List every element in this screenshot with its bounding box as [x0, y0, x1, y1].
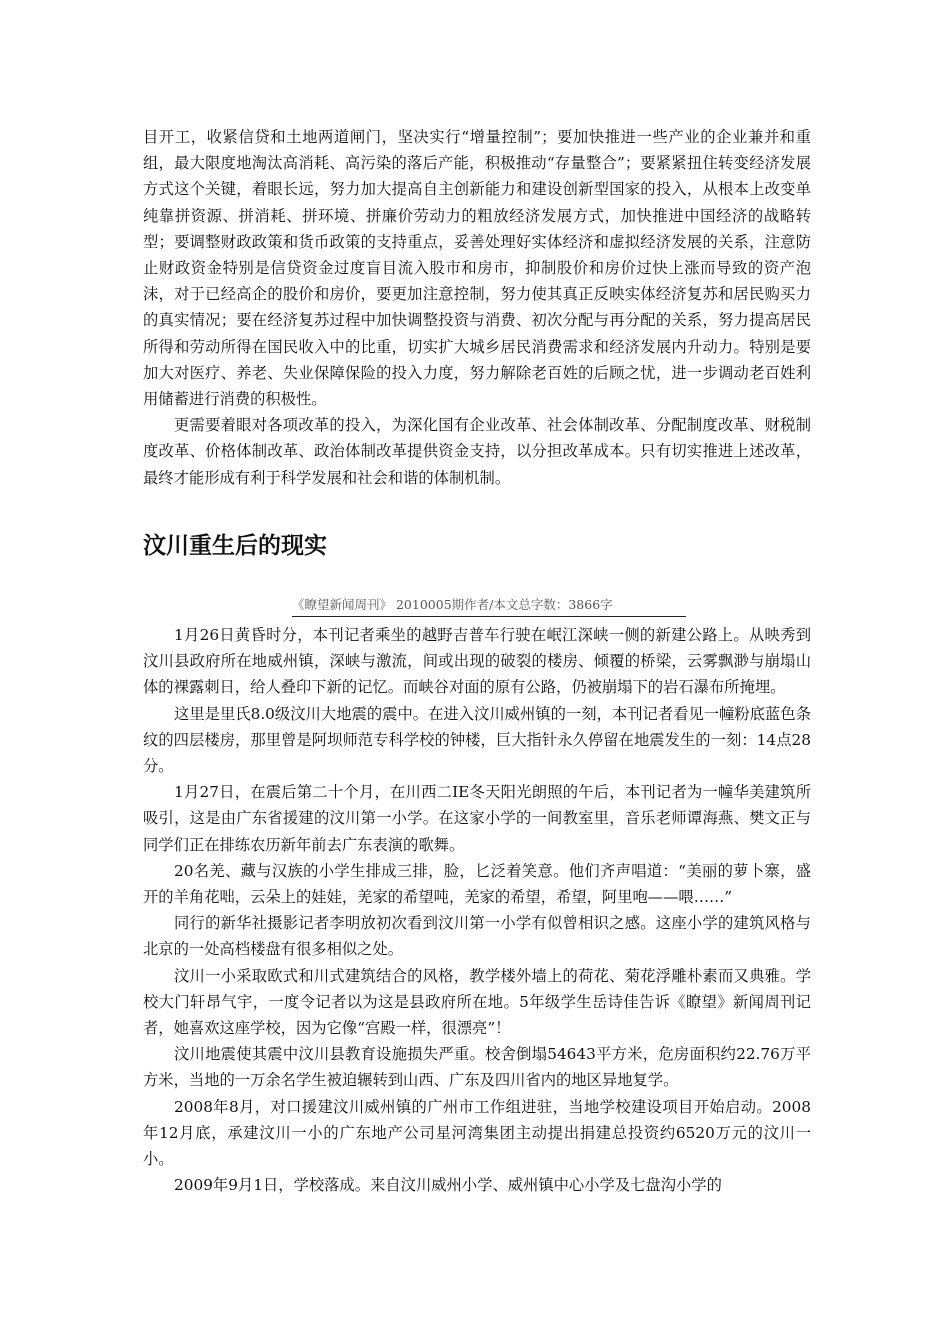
body-paragraph: 2009年9月1日，学校落成。来自汶川威州小学、威州镇中心小学及七盘沟小学的	[174, 1176, 722, 1195]
article-byline: 《瞭望新闻周刊》 2010005期作者/本文总字数：3866字	[292, 596, 686, 617]
body-paragraph: 汶川一小采取欧式和川式建筑结合的风格，教学楼外墙上的荷花、菊花浮雕朴素而又典雅。学校大门轩昂气宇，一度令记者以为这是县政府所在地。5年级学生岳诗佳告诉《瞭望》新闻周刊记者，她喜欢这座学校，因为它像“宫殿一样，很漂亮”！	[143, 966, 811, 1038]
body-paragraph: 更需要着眼对各项改革的投入，为深化国有企业改革、社会体制改革、分配制度改革、财税制度改革、价格体制改革、政治体制改革提供资金支持，以分担改革成本。只有切实推进上述改革，最终才能形成有利于科学发展和社会和谐的体制机制。	[143, 416, 811, 487]
body-paragraph: 20名羌、藏与汉族的小学生排成三排，脸，匕泛着笑意。他们齐声唱道：“美丽的萝卜寨，盛开的羊角花咄，云朵上的娃娃，羌家的希望吨，羌家的希望，希望，阿里咆——喂……”	[143, 861, 811, 907]
body-paragraph: 同行的新华社摄影记者李明放初次看到汶川第一小学有似曾相识之感。这座小学的建筑风格与北京的一处高档楼盘有很多相似之处。	[143, 914, 811, 959]
article-body	[143, 622, 811, 1198]
body-paragraph: 这里是里氏8.0级汶川大地震的震中。在进入汶川威州镇的一刻，本刊记者看见一幢粉底蓝色条纹的四层楼房，那里曾是阿坝师范专科学校的钟楼，巨大指针永久停留在地震发生的一刻：14点28分。	[143, 704, 811, 776]
body-paragraph: 1月26日黄昏时分，本刊记者乘坐的越野吉普车行驶在岷江深峡一侧的新建公路上。从映秀到汶川县政府所在地威州镇，深峡与激流，间或出现的破裂的楼房、倾覆的桥梁，云雾飘渺与崩塌山体的裸露刺日，给人叠印下新的记忆。而峡谷对面的原有公路，仍被崩塌下的岩石瀑布所掩埋。	[143, 626, 811, 697]
body-paragraph: 目开工，收紧信贷和土地两道闸门，坚决实行“增量控制”；要加快推进一些产业的企业兼并和重组，最大限度地淘汰高消耗、高污染的落后产能，积极推动“存量整合”；要紧紧扭住转变经济发展方式这个关键，着眼长远，努力加大提高自主创新能力和建设创新型国家的投入，从根本上改变单纯靠拼资源、拼消耗、拼环境、拼廉价劳动力的粗放经济发展方式，加快推进中国经济的战略转型；要调整财政政策和货币政策的支持重点，妥善处理好实体经济和虚拟经济发展的关系，注意防止财政资金特别是信贷资金过度盲目流入股市和房市，抑制股价和房价过快上涨而导致的资产泡沫，对于已经高企的股价和房价，要更加注意控制，努力使其真正反映实体经济复苏和居民购买力的真实情况；要在经济复苏过程中加快调整投资与消费、初次分配与再分配的关系，努力提高居民所得和劳动所得在国民收入中的比重，切实扩大城乡居民消费需求和经济发展内升动力。特别是要加大对医疗、养老、失业保障保险的投入力度，努力解除老百姓的后顾之忧，进一步调动老百姓利用储蓄进行消费的积极性。	[143, 128, 811, 409]
previous-article-body	[143, 124, 811, 491]
body-paragraph: 汶川地震使其震中汶川县教育设施损失严重。校舍倒塌54643平方米，危房面积约22.76万平方米，当地的一万余名学生被迫辗转到山西、广东及四川省内的地区异地复学。	[143, 1045, 811, 1090]
article-title: 汶川重生后的现实	[143, 533, 327, 559]
body-paragraph: 1月27日，在震后第二十个月，在川西二IE冬天阳光朗照的午后，本刊记者为一幢华美建筑所吸引，这是由广东省援建的汶川第一小学。在这家小学的一间教室里，音乐老师谭海燕、樊文正与同学们正在排练农历新年前去广东表演的歌舞。	[143, 783, 811, 854]
body-paragraph: 2008年8月，对口援建汶川威州镇的广州市工作组进驻，当地学校建设项目开始启动。2008年12月底，承建汶川一小的广东地产公司星河湾集团主动提出捐建总投资约6520万元的汶川一小。	[143, 1097, 811, 1169]
